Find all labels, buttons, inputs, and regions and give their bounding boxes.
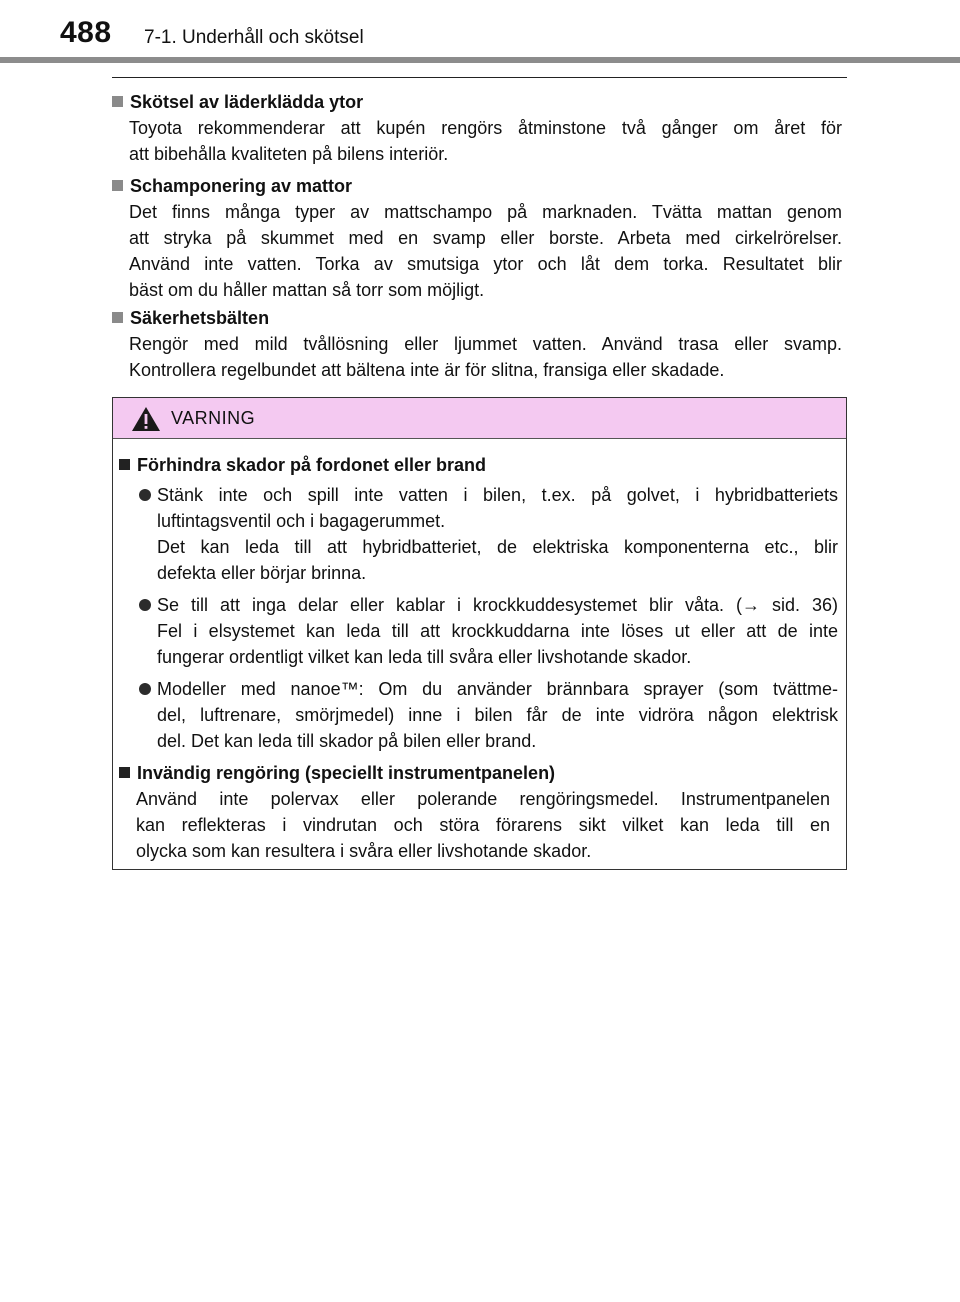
section-heading: Skötsel av läderklädda ytor	[112, 89, 842, 115]
warning-bullet: Stänk inte och spill inte vatten i bilen, t.ex. på golvet, i hybridbatteriets luftintagsventil och i bagagerummet. Det kan leda till att hybridbatteriet, de elektriska komponenterna etc., blir defekta eller börjar brinna.	[157, 482, 838, 586]
warning-header	[113, 398, 846, 439]
round-bullet-icon	[139, 683, 151, 695]
warning-box	[112, 397, 847, 870]
header-divider	[0, 57, 960, 63]
square-bullet-icon	[112, 312, 123, 323]
section-text: Toyota rekommenderar att kupén rengörs åtminstone två gånger om året för att bibehålla kvaliteten på bilens interiör.	[129, 118, 842, 164]
section-leather-care	[112, 89, 842, 167]
chapter-title: 7-1. Underhåll och skötsel	[144, 27, 364, 48]
section-carpet-shampoo	[112, 173, 842, 303]
warning-triangle-icon	[131, 406, 161, 437]
warning-text: Använd inte polervax eller polerande rengöringsmedel. Instrumentpanelen kan reflekteras i vindrutan och störa förarens sikt vilket kan leda till en olycka som kan resultera i svåra eller livshotande skador.	[136, 789, 830, 861]
square-bullet-icon	[119, 459, 130, 470]
warning-subheading: Förhindra skador på fordonet eller brand	[119, 452, 846, 478]
warning-subheading: Invändig rengöring (speciellt instrumentpanelen)	[119, 760, 846, 786]
section-heading: Säkerhetsbälten	[112, 305, 842, 331]
round-bullet-icon	[139, 489, 151, 501]
warning-content	[113, 452, 846, 864]
warning-label: VARNING	[171, 408, 256, 428]
page-number: 488	[60, 16, 112, 49]
square-bullet-icon	[119, 767, 130, 778]
round-bullet-icon	[139, 599, 151, 611]
warning-bullet: Se till att inga delar eller kablar i krockkuddesystemet blir våta. (→ sid. 36) Fel i elsystemet kan leda till att krockkuddarna inte löses ut eller att de inte fungerar ordentligt vilket kan leda till svåra eller livshotande skador.	[157, 592, 838, 670]
square-bullet-icon	[112, 96, 123, 107]
content-rule	[112, 77, 847, 78]
section-text: Rengör med mild tvållösning eller ljummet vatten. Använd trasa eller svamp. Kontrollera regelbundet att bältena inte är för slitna, fransiga eller skadade.	[129, 334, 842, 380]
square-bullet-icon	[112, 180, 123, 191]
section-text: Det finns många typer av mattschampo på marknaden. Tvätta mattan genom att stryka på skummet med en svamp eller borste. Arbeta med cirkelrörelser. Använd inte vatten. Torka av smutsiga ytor och låt dem torka. Resultatet blir bäst om du håller mattan så torr som möjligt.	[129, 202, 842, 300]
warning-bullet: Modeller med nanoe™: Om du använder brännbara sprayer (som tvättme- del, luftrenare, smörjmedel) inne i bilen får de inte vidröra någon elektrisk del. Det kan leda till skador på bilen eller brand.	[157, 676, 838, 754]
section-heading: Schamponering av mattor	[112, 173, 842, 199]
section-seat-belts	[112, 305, 842, 383]
